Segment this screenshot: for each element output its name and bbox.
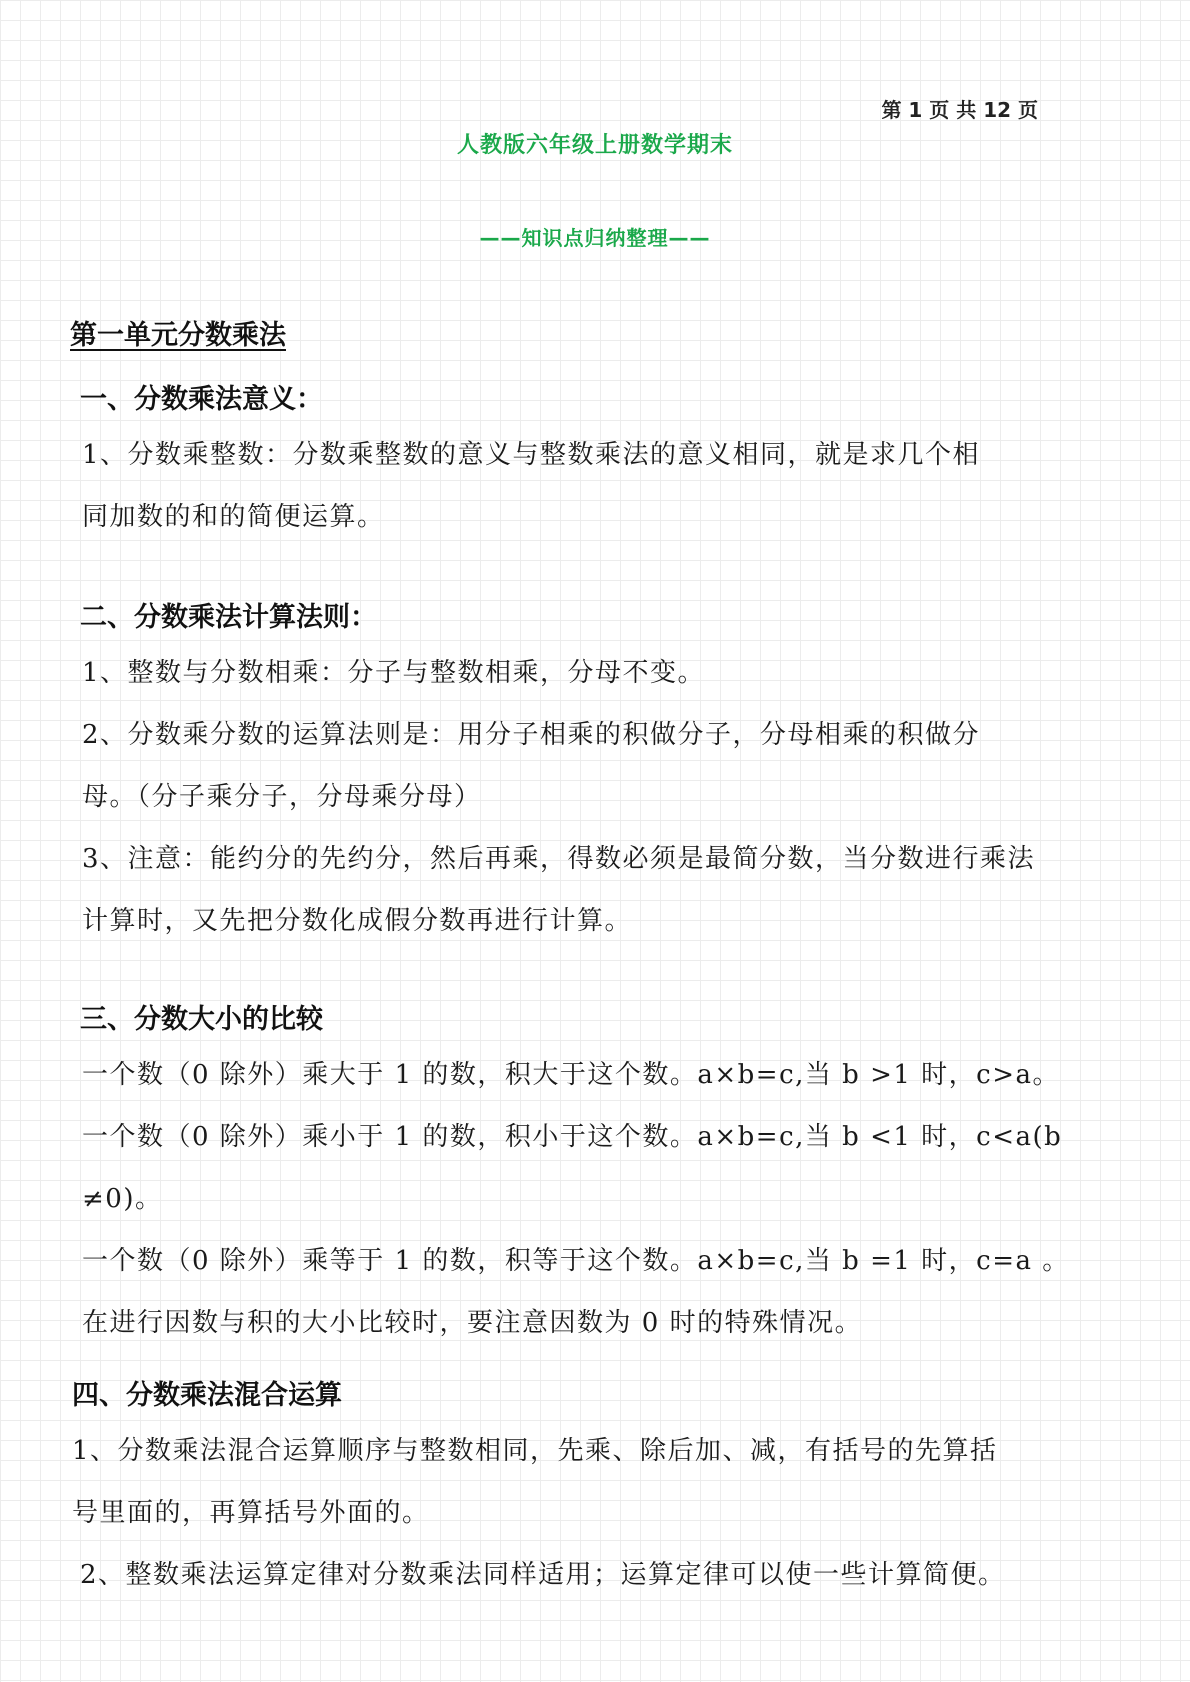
section-4-text-line-1: 1、分数乘法混合运算顺序与整数相同，先乘、除后加、减，有括号的先算括 [72, 1436, 998, 1466]
section-4-text-line-3: 2、整数乘法运算定律对分数乘法同样适用；运算定律可以使一些计算简便。 [80, 1560, 1006, 1590]
section-2-text-line-4: 3、注意：能约分的先约分，然后再乘，得数必须是最简分数，当分数进行乘法 [82, 844, 1036, 874]
section-3-text-line-2: 一个数（0 除外）乘小于 1 的数，积小于这个数。a×b=c,当 b <1 时，c<a(b [82, 1122, 1063, 1152]
section-heading-2: 二、分数乘法计算法则： [80, 602, 377, 633]
section-2-text-line-1: 1、整数与分数相乘：分子与整数相乘，分母不变。 [82, 658, 706, 688]
section-3-text-line-4: 一个数（0 除外）乘等于 1 的数，积等于这个数。a×b=c,当 b =1 时，c=a 。 [82, 1246, 1070, 1276]
section-2-text-line-2: 2、分数乘分数的运算法则是：用分子相乘的积做分子，分母相乘的积做分 [82, 720, 981, 750]
section-heading-4: 四、分数乘法混合运算 [72, 1380, 342, 1411]
document-subtitle: ——知识点归纳整理—— [479, 226, 711, 250]
section-heading-3: 三、分数大小的比较 [80, 1004, 323, 1035]
section-2-text-line-3: 母。（分子乘分子，分母乘分母） [82, 782, 482, 812]
section-4-text-line-2: 号里面的，再算括号外面的。 [72, 1498, 430, 1528]
document-title: 人教版六年级上册数学期末 [456, 133, 733, 158]
section-3-text-line-5: 在进行因数与积的大小比较时，要注意因数为 0 时的特殊情况。 [82, 1308, 863, 1338]
section-3-text-line-3: ≠0)。 [82, 1184, 163, 1214]
section-heading-1: 一、分数乘法意义： [80, 384, 323, 415]
page-number: 第 1 页 共 12 页 [881, 98, 1038, 122]
section-2-text-line-5: 计算时，又先把分数化成假分数再进行计算。 [82, 906, 633, 936]
section-3-text-line-1: 一个数（0 除外）乘大于 1 的数，积大于这个数。a×b=c,当 b >1 时，c>a。 [82, 1060, 1061, 1090]
unit-heading: 第一单元分数乘法 [70, 320, 286, 351]
section-1-text-line-2: 同加数的和的简便运算。 [82, 502, 385, 532]
section-1-text-line-1: 1、分数乘整数：分数乘整数的意义与整数乘法的意义相同，就是求几个相 [82, 440, 981, 470]
